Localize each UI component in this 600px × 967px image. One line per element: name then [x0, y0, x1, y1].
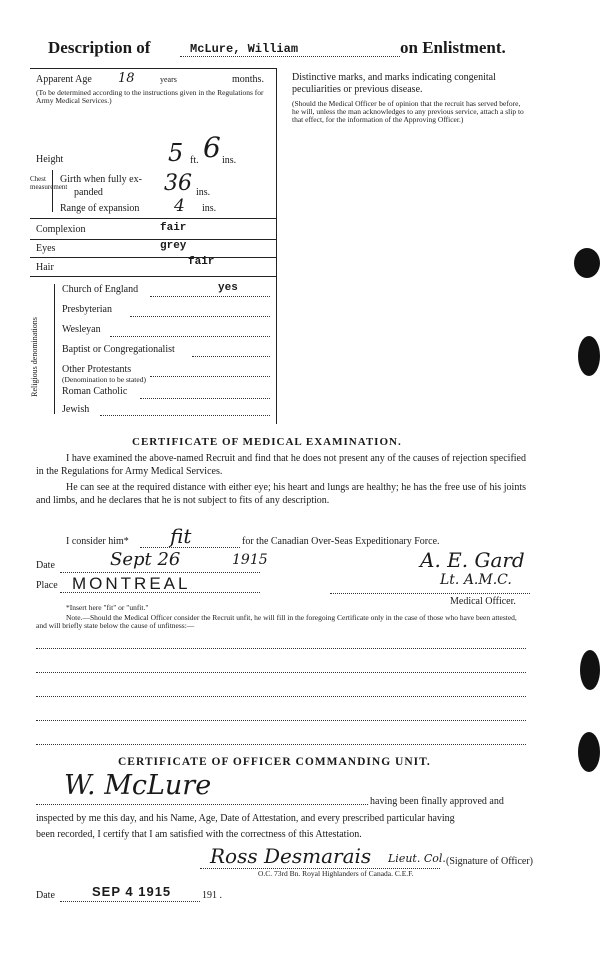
chest-group-label: Chest measurement — [30, 175, 68, 191]
footnote-unfit-note: Note.—Should the Medical Officer consider the Recruit unfit, he will fill in the foregoing Certificate only in the case of those who have been attested, and will briefly state below the cause of unfitness:— — [36, 613, 517, 630]
religion-group-label: Religious denominations — [30, 317, 39, 397]
hair-label: Hair — [36, 262, 54, 273]
age-note: (To be determined according to the instructions given in the Regulations for Army Medical Services.) — [36, 88, 264, 105]
exam-date-value: Sept 26 — [110, 549, 181, 570]
cause-rule-4 — [36, 720, 526, 721]
years-label: years — [160, 75, 177, 84]
recruit-signature: W. McLure — [64, 770, 212, 801]
commanding-officer-signature: Ross Desmarais — [210, 844, 372, 868]
rule-complexion — [30, 218, 276, 219]
header-suffix: on Enlistment. — [400, 38, 506, 57]
religion-presbyterian: Presbyterian — [62, 304, 112, 315]
girth-value: 36 — [164, 171, 192, 196]
religion-rule-4 — [150, 376, 270, 377]
exam-date-rule — [60, 572, 260, 573]
religion-roman-catholic: Roman Catholic — [62, 386, 128, 397]
chest-bracket — [52, 170, 53, 212]
complexion-value: fair — [160, 222, 187, 234]
cause-rule-1 — [36, 648, 526, 649]
commanding-line-3: been recorded, I certify that I am satisfied with the correctness of this Attestation. — [36, 829, 362, 840]
hair-value: fair — [188, 256, 215, 268]
column-divider — [276, 68, 277, 424]
rule-eyes — [30, 239, 276, 240]
header-prefix: Description of — [48, 38, 151, 57]
scan-shadow-4 — [578, 732, 600, 772]
religion-bracket — [54, 284, 55, 414]
girth-label-1: Girth when fully ex- — [60, 174, 142, 185]
recruit-name: McLure, William — [190, 42, 299, 56]
scan-shadow-3 — [580, 650, 600, 690]
medical-officer-rule — [330, 593, 530, 594]
inches-label: ins. — [222, 155, 237, 166]
consider-suffix: for the Canadian Over-Seas Expeditionary Force. — [242, 536, 440, 547]
commanding-line-1-tail: having been finally approved and — [370, 796, 504, 807]
complexion-label: Complexion — [36, 224, 86, 235]
commanding-date-rule — [60, 901, 200, 902]
exam-place-rule — [60, 592, 260, 593]
recruit-signature-rule — [36, 804, 368, 805]
fitness-value: fit — [170, 524, 192, 548]
medical-officer-signature: A. E. Gard — [420, 548, 525, 572]
rule-hair — [30, 257, 276, 258]
religion-rule-3 — [192, 356, 270, 357]
medical-officer-label: Medical Officer. — [450, 596, 516, 607]
religion-rule-0 — [150, 296, 270, 297]
cause-rule-2 — [36, 672, 526, 673]
religion-rule-2 — [110, 336, 270, 337]
top-rule-left — [30, 68, 276, 69]
religion-church-of-england: Church of England — [62, 284, 139, 295]
commanding-year-label: 191 . — [202, 890, 222, 901]
commanding-officer-unit: O.C. 73rd Bn. Royal Highlanders of Canada. C.E.F. — [258, 869, 414, 878]
religion-jewish: Jewish — [62, 404, 90, 415]
eyes-label: Eyes — [36, 243, 56, 254]
scan-shadow-1 — [574, 248, 600, 278]
exam-date-label: Date — [36, 560, 55, 571]
rule-religion — [30, 276, 276, 277]
religion-rule-1 — [130, 316, 270, 317]
religion-group — [30, 312, 48, 402]
medical-officer-rank: Lt. A.M.C. — [440, 572, 512, 588]
months-label: months. — [232, 74, 264, 85]
commanding-line-2: inspected by me this day, and his Name, Age, Date of Attestation, and every prescribed particular having — [36, 813, 455, 824]
cause-rule-5 — [36, 744, 526, 745]
exam-year-value: 1915 — [232, 552, 268, 568]
medical-paragraph-2: He can see at the required distance with either eye; his heart and lungs are healthy; he has the free use of his joints and limbs, and he declares that he is not subject to fits of any description. — [36, 482, 526, 506]
scan-shadow-2 — [578, 336, 600, 376]
age-value: 18 — [118, 71, 135, 86]
height-label: Height — [36, 154, 64, 165]
girth-unit: ins. — [196, 187, 211, 198]
expansion-unit: ins. — [202, 203, 217, 214]
eyes-value: grey — [160, 240, 187, 252]
feet-label: ft. — [190, 155, 199, 166]
commanding-date-label: Date — [36, 890, 55, 901]
distinctive-marks-label: Distinctive marks, and marks indicating congenital peculiarities or previous disease. — [292, 72, 496, 95]
religion-wesleyan: Wesleyan — [62, 324, 101, 335]
height-inches: 6 — [203, 131, 221, 164]
commanding-date-stamp: SEP 4 1915 — [92, 884, 172, 899]
cause-rule-3 — [36, 696, 526, 697]
expansion-value: 4 — [174, 196, 185, 216]
medical-certificate-title: CERTIFICATE OF MEDICAL EXAMINATION. — [132, 436, 402, 448]
footnote-fit: *Insert here "fit" or "unfit." — [66, 603, 149, 612]
height-feet: 5 — [168, 139, 184, 167]
exam-place-value: MONTREAL — [72, 574, 191, 593]
medical-paragraph-1: I have examined the above-named Recruit and find that he does not present any of the causes of rejection specified in the Regulations for Army Medical Services. — [36, 453, 526, 477]
consider-prefix: I consider him* — [66, 536, 129, 547]
commanding-certificate-title: CERTIFICATE OF OFFICER COMMANDING UNIT. — [118, 756, 431, 768]
expansion-label: Range of expansion — [60, 203, 140, 214]
distinctive-marks-note: (Should the Medical Officer be of opinion that the recruit has served before, he will, unless the man acknowledges to any previous service, attach a slip to that effect, for the information of the Approving Officer.) — [292, 99, 524, 124]
religion-other-protestants: Other Protestants — [62, 364, 132, 375]
other-protestants-note: (Denomination to be stated) — [62, 375, 146, 384]
religion-church-of-england-value: yes — [218, 282, 238, 294]
girth-label-2: panded — [74, 187, 103, 198]
religion-baptist: Baptist or Congregationalist — [62, 344, 175, 355]
fitness-rule — [140, 547, 240, 548]
religion-rule-6 — [100, 415, 270, 416]
commanding-officer-label: (Signature of Officer) — [446, 856, 534, 867]
name-rule — [180, 56, 400, 57]
religion-rule-5 — [140, 398, 270, 399]
commanding-officer-rank: Lieut. Col. — [388, 852, 446, 865]
age-label: Apparent Age — [36, 74, 92, 85]
exam-place-label: Place — [36, 580, 58, 591]
